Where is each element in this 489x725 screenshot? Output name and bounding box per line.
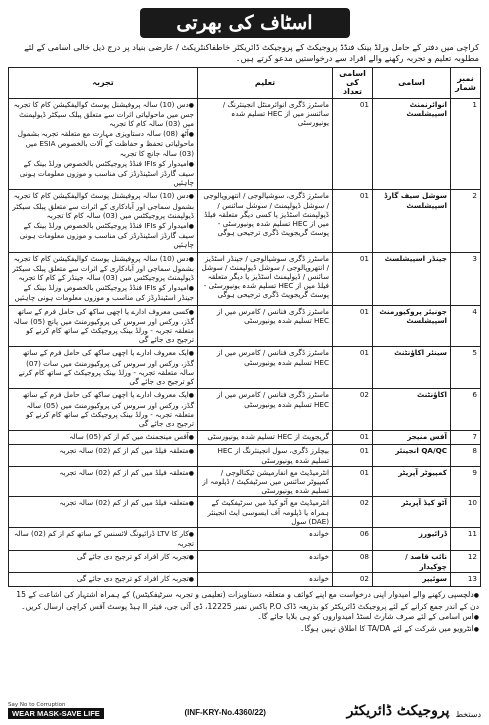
row-serial-no: 12 <box>451 551 481 572</box>
row-education: خواندہ <box>198 551 333 572</box>
row-education: انٹرمیڈیٹ مع انفارمیشن ٹیکنالوجی / کمپیوٹر سائنس میں سرٹیفکیٹ / ڈپلومہ از تسلیم شدہ یونیورسٹی <box>198 466 333 497</box>
table-row <box>9 572 481 586</box>
row-serial-no: 7 <box>451 431 481 445</box>
row-experience <box>9 98 198 190</box>
vacancy-table <box>8 67 481 587</box>
header-count: اسامی کی تعداد <box>333 68 373 99</box>
experience-line: ● دس (10) سالہ پروفیشنل پوسٹ کوالیفکیشن کام کا تجربہ جس میں ماحولیاتی اثرات سے متعلق پبلک سیکٹر ڈیولپمنٹ میں (03) سالہ کام کا تجربہ <box>12 100 194 129</box>
table-row <box>9 551 481 572</box>
row-experience <box>9 347 198 389</box>
table-row <box>9 389 481 431</box>
table-row <box>9 466 481 497</box>
experience-line: ● کسی معروف ادارے یا اچھی ساکھ کی حامل فرم کے ساتھ گڈز، ورکس اور سروس کی پروکیورمنٹ میں پانچ (05) سالہ متعلقہ تجربہ - ورلڈ بینک پروجیکٹ کے ساتھ کام کرنے کو ترجیح دی جائے گی <box>12 307 194 345</box>
row-count: 02 <box>333 497 373 528</box>
row-count: 01 <box>333 347 373 389</box>
experience-line: ● متعلقہ فیلڈ میں کم از کم (02) سالہ تجربہ <box>12 498 194 508</box>
row-post: QA/QC انجینئر <box>373 445 451 466</box>
experience-line: ● امیدوار کو IFIs فنڈڈ پروجیکٹس بالخصوص ورلڈ بینک کے سیف گارڈز اسٹینڈرڈز کی مناسب و موزوں معلومات ہونی چاہئیں <box>12 159 194 188</box>
row-serial-no: 5 <box>451 347 481 389</box>
row-serial-no: 2 <box>451 190 481 252</box>
row-post: سوئیپر <box>373 572 451 586</box>
table-row <box>9 347 481 389</box>
row-post: سوشل سیف گارڈ اسپیشلسٹ <box>373 190 451 252</box>
row-count: 01 <box>333 445 373 466</box>
row-post: جینڈر اسپیشلسٹ <box>373 252 451 305</box>
experience-line: ● دس (10) سالہ پروفیشنل پوسٹ کوالیفکیشن کام کا تجربہ بشمول سماجی اور آبادکاری کے اثرات سے متعلق پبلک سیکٹر ڈیولپمنٹ پروجیکٹس میں (03) سالہ جینڈر کے کام کا تجربہ <box>12 254 194 283</box>
row-education: ماسٹرز ڈگری، سوشیالوجی / انتھروپالوجی / سوشل ڈیولپمنٹ / سوشل سائنس / ڈیولپمنٹ اسٹڈیز یا کسی دیگر متعلقہ فیلڈ میں از HEC تسلیم شدہ یونیورسٹی - پوسٹ گریجویٹ ڈگری ترجیحی ہوگی <box>198 190 333 252</box>
table-row <box>9 431 481 445</box>
row-experience <box>9 527 198 550</box>
row-post: آفس منیجر <box>373 431 451 445</box>
row-serial-no: 3 <box>451 252 481 305</box>
reference-number: (INF-KRY-No.4360/22) <box>184 708 266 717</box>
row-education: ماسٹرز ڈگری فنانس / کامرس میں از HEC تسلیم شدہ یونیورسٹی <box>198 347 333 389</box>
row-experience <box>9 497 198 528</box>
row-education: ماسٹرز ڈگری فنانس / کامرس میں از HEC تسلیم شدہ یونیورسٹی <box>198 389 333 431</box>
row-serial-no: 6 <box>451 389 481 431</box>
table-body <box>9 98 481 586</box>
experience-line: ● ایک معروف ادارے یا اچھی ساکھ کی حامل فرم کے ساتھ گڈز، ورکس اور سروس کی پروکیورمنٹ میں سات (07) سالہ متعلقہ تجربہ - ورلڈ بینک پروجیکٹ کے ساتھ کام کرنے کو ترجیح دی جائے گی <box>12 348 194 386</box>
row-count: 08 <box>333 551 373 572</box>
row-post: سینئر اکاؤنٹنٹ <box>373 347 451 389</box>
row-education: خواندہ <box>198 527 333 550</box>
row-experience <box>9 190 198 252</box>
table-row <box>9 98 481 190</box>
table-header-row <box>9 68 481 99</box>
header-education: تعلیم <box>198 68 333 99</box>
row-experience <box>9 389 198 431</box>
row-education: ماسٹرز ڈگری سوشیالوجی / جینڈر اسٹڈیز / انتھروپالوجی / سوشل ڈیولپمنٹ / سوشل سائنس / ڈیولپمنٹ اسٹڈیز یا دیگر متعلقہ فیلڈ میں از HEC تسلیم شدہ یونیورسٹی - پوسٹ گریجویٹ ڈگری ترجیحی ہوگی <box>198 252 333 305</box>
header-serial-no: نمبر شمار <box>451 68 481 99</box>
table-row <box>9 497 481 528</box>
experience-line: ● متعلقہ فیلڈ میں کم از کم (02) سالہ تجربہ <box>12 468 194 478</box>
term-item: ● اس اسامی کے لئے صرف شارٹ لسٹڈ امیدواروں کو ہی بلایا جائے گا۔ <box>10 612 479 624</box>
row-post: ڈرائیورز <box>373 527 451 550</box>
terms-list <box>10 590 479 635</box>
term-item: ● انٹرویو میں شرکت کے لئے TA/DA کا اطلاق نہیں ہوگا۔ <box>10 624 479 636</box>
row-count: 06 <box>333 527 373 550</box>
row-education: ماسٹرز ڈگری فنانس / کامرس میں از HEC تسلیم شدہ یونیورسٹی <box>198 305 333 347</box>
experience-line: ● آٹھ (08) سالہ دستاویزی مہارت مع متعلقہ تجربہ بشمول ماحولیاتی تحفظ و حفاظت کے آلات بالخصوص ESIA میں (03) سالہ جانچ کا تجربہ <box>12 129 194 158</box>
ad-title: اسٹاف کی بھرتی <box>140 8 350 38</box>
badge-big-text: WEAR MASK-SAVE LIFE <box>8 708 104 719</box>
ad-footer <box>8 691 481 719</box>
row-serial-no: 10 <box>451 497 481 528</box>
row-serial-no: 8 <box>451 445 481 466</box>
row-education: ماسٹرز ڈگری انوائرمنٹل انجینئرنگ / سائنسز میں از HEC تسلیم شدہ یونیورسٹی <box>198 98 333 190</box>
row-serial-no: 11 <box>451 527 481 550</box>
row-education: بیچلرز ڈگری، سول انجینئرنگ از HEC تسلیم شدہ یونیورسٹی <box>198 445 333 466</box>
term-item: ● دلچسپی رکھنے والے امیدوار اپنی درخواست مع اپنے کوائف و متعلقہ دستاویزات (تعلیمی و تجربہ سرٹیفکیٹس) کے ہمراہ اشتہار کی اشاعت کے 15 دن کے اندر جمع کرانے کے لئے پروجیکٹ ڈائریکٹر کو بذریعہ ڈاک P.O باکس نمبر 12225، ڈی آئی جی، فیئر II ہیڈ پوسٹ آفس کراچی ارسال کریں۔ <box>10 590 479 612</box>
row-count: 01 <box>333 431 373 445</box>
table-row <box>9 252 481 305</box>
table-row <box>9 305 481 347</box>
signature-block <box>347 703 481 719</box>
row-count: 01 <box>333 190 373 252</box>
experience-line: ● تجربہ کار افراد کو ترجیح دی جائے گی <box>12 574 194 584</box>
header-post: اسامی <box>373 68 451 99</box>
row-experience <box>9 572 198 586</box>
campaign-badge <box>8 702 104 719</box>
signature-title: پروجیکٹ ڈائریکٹر <box>346 703 450 719</box>
experience-line: ● ایک معروف ادارے یا اچھی ساکھ کی حامل فرم کے ساتھ گڈز، ورکس اور سروس کی پروکیورمنٹ میں (05) سالہ متعلقہ تجربہ - ورلڈ بینک پروجیکٹ کے ساتھ کام کرنے کو ترجیح دی جائے گی <box>12 390 194 428</box>
experience-line: ● کار کا LTV ڈرائیونگ لائسنس کے ساتھ کم از کم (02) سالہ تجربہ <box>12 529 194 548</box>
experience-line: ● متعلقہ فیلڈ میں کم از کم (02) سالہ تجربہ <box>12 446 194 456</box>
row-count: 01 <box>333 305 373 347</box>
signature-label: دستخط <box>455 710 481 719</box>
table-row <box>9 190 481 252</box>
row-education: خواندہ <box>198 572 333 586</box>
header-experience: تجربہ <box>9 68 198 99</box>
row-experience <box>9 431 198 445</box>
row-count: 02 <box>333 389 373 431</box>
row-post: آٹو کیڈ آپریٹر <box>373 497 451 528</box>
row-education: گریجویٹ از HEC تسلیم شدہ یونیورسٹی <box>198 431 333 445</box>
row-serial-no: 13 <box>451 572 481 586</box>
row-experience <box>9 466 198 497</box>
experience-line: ● امیدوار کو IFIs فنڈڈ پروجیکٹس بالخصوص ورلڈ بینک کے جینڈر اسٹینڈرڈز کی مناسب و موزوں معلومات ہونی چاہئیں <box>12 283 194 302</box>
row-post: اکاؤنٹنٹ <box>373 389 451 431</box>
row-post: نائب قاصد / چوکیدار <box>373 551 451 572</box>
table-row <box>9 527 481 550</box>
experience-line: ● امیدوار کو IFIs فنڈڈ پروجیکٹس بالخصوص ورلڈ بینک کے سیف گارڈز اسٹینڈرڈز کی مناسب و موزوں معلومات ہونی چاہئیں <box>12 221 194 250</box>
row-count: 01 <box>333 466 373 497</box>
row-count: 01 <box>333 98 373 190</box>
table-row <box>9 445 481 466</box>
row-post: کمپیوٹر آپریٹر <box>373 466 451 497</box>
row-education: انٹرمیڈیٹ مع آٹو کیڈ میں سرٹیفکیٹ کے ہمراہ یا ڈپلومہ آف ایسوسی ایٹ انجینئر (DAE) سول <box>198 497 333 528</box>
row-post: جونیئر پروکیورمنٹ اسپیشلسٹ <box>373 305 451 347</box>
row-serial-no: 1 <box>451 98 481 190</box>
row-serial-no: 4 <box>451 305 481 347</box>
intro-paragraph: کراچی میں دفتر کے حامل ورلڈ بینک فنڈڈ پروجیکٹ کے پروجیکٹ ڈائریکٹر خاطفاکنٹریکٹ / عارضی بنیاد پر درج ذیل خالی اسامی کے لئے مطلوبہ تعلیم و تجربہ رکھنے والے افراد سے درخواستیں مدعو کرتے ہیں۔ <box>24 42 479 63</box>
row-post: انوائرنمنٹ اسپیشلسٹ <box>373 98 451 190</box>
row-count: 01 <box>333 252 373 305</box>
row-experience <box>9 551 198 572</box>
row-experience <box>9 445 198 466</box>
experience-line: ● تجربہ کار افراد کو ترجیح دی جائے گی <box>12 552 194 562</box>
row-experience <box>9 252 198 305</box>
badge-small-text: Say No to Corruption <box>8 702 66 708</box>
experience-line: ● دس (10) سالہ پروفیشنل پوسٹ کوالیفکیشن کام کا تجربہ بشمول سماجی اور آبادکاری کے اثرات سے متعلق پبلک سیکٹر ڈیولپمنٹ پروجیکٹس میں (03) سالہ کام کا تجربہ <box>12 191 194 220</box>
row-experience <box>9 305 198 347</box>
row-serial-no: 9 <box>451 466 481 497</box>
experience-line: ● آفس مینجمنٹ میں کم از کم (05) سالہ <box>12 432 194 442</box>
row-count: 02 <box>333 572 373 586</box>
